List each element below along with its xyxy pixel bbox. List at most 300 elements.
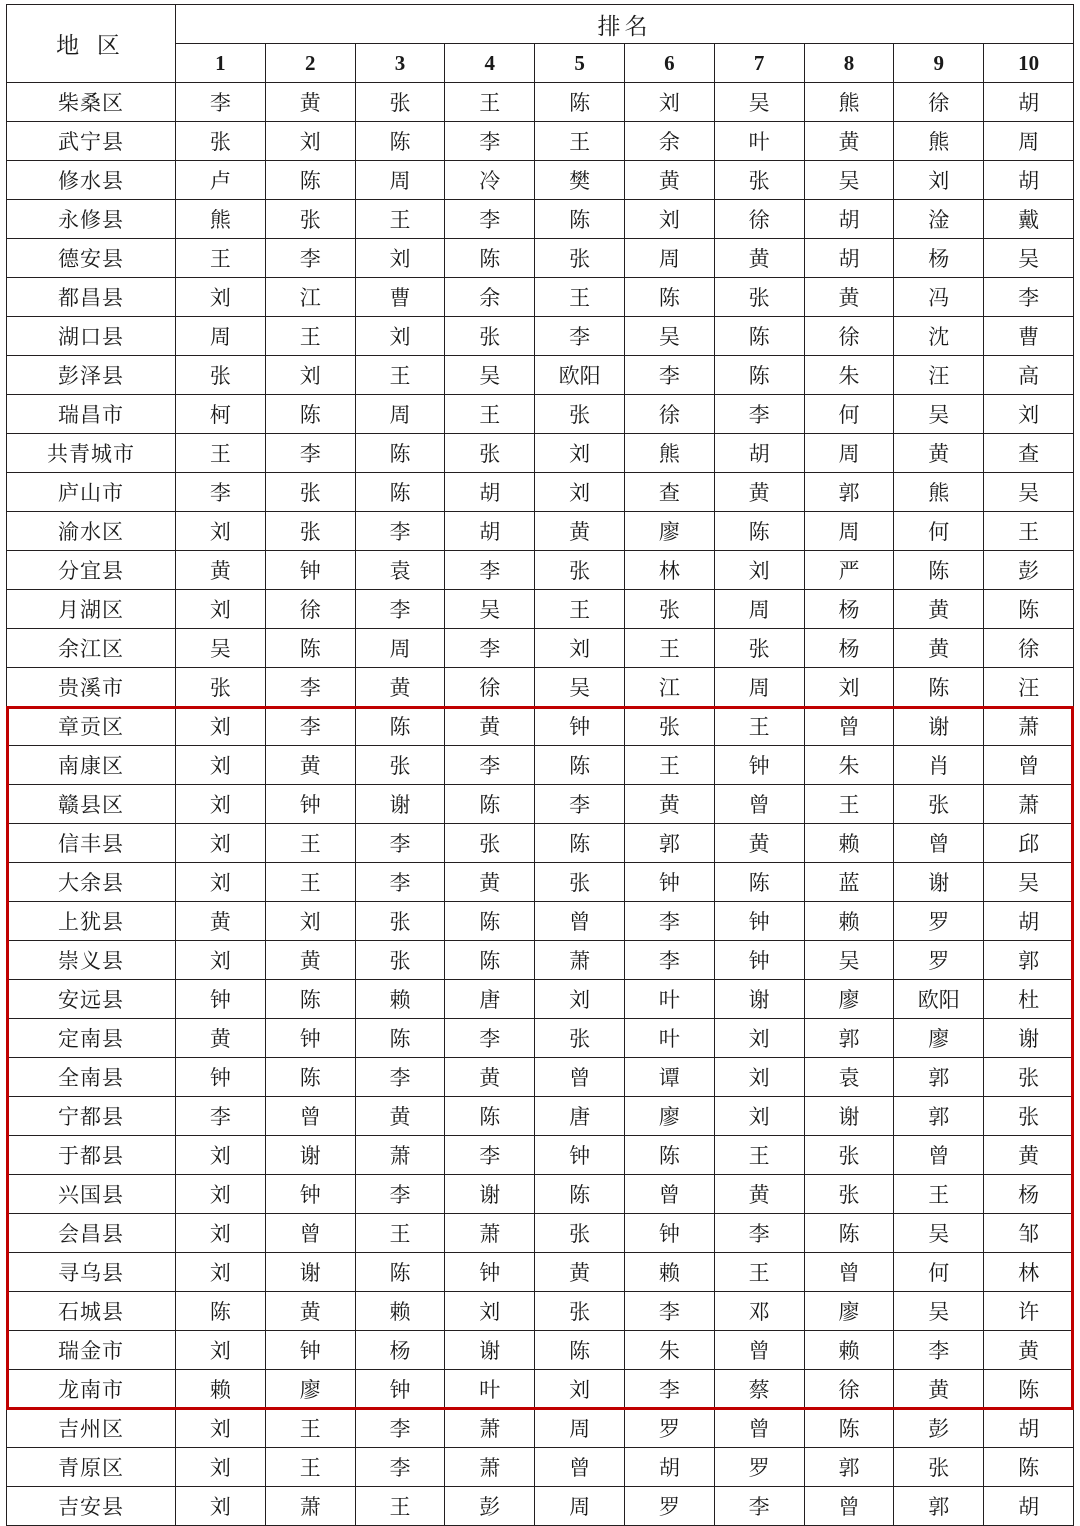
region-cell: 都昌县 [7,278,176,317]
surname-cell: 陈 [714,863,804,902]
table-row [7,1136,1074,1175]
surname-cell: 刘 [894,161,984,200]
surname-cell: 吴 [894,1214,984,1253]
surname-cell: 蔡 [714,1370,804,1409]
surname-cell: 张 [535,551,625,590]
surname-cell: 陈 [535,824,625,863]
surname-cell: 吴 [984,239,1074,278]
surname-cell: 徐 [894,83,984,122]
surname-cell: 林 [624,551,714,590]
surname-cell: 余 [624,122,714,161]
surname-cell: 曾 [535,902,625,941]
surname-cell: 李 [714,1487,804,1526]
surname-cell: 刘 [535,1370,625,1409]
surname-cell: 胡 [984,83,1074,122]
surname-cell: 周 [714,668,804,707]
surname-cell: 李 [355,824,445,863]
surname-cell: 吴 [894,395,984,434]
table-row [7,317,1074,356]
surname-cell: 刘 [535,980,625,1019]
surname-cell: 王 [535,122,625,161]
surname-cell: 曾 [804,1253,894,1292]
surname-cell: 彭 [445,1487,535,1526]
surname-cell: 罗 [624,1409,714,1448]
surname-cell: 严 [804,551,894,590]
surname-cell: 钟 [265,551,355,590]
surname-cell: 刘 [714,551,804,590]
surname-cell: 吴 [176,629,266,668]
surname-cell: 萧 [265,1487,355,1526]
surname-cell: 王 [265,863,355,902]
surname-cell: 欧阳 [894,980,984,1019]
surname-cell: 胡 [804,239,894,278]
surname-cell: 熊 [624,434,714,473]
region-cell: 寻乌县 [7,1253,176,1292]
surname-cell: 李 [445,746,535,785]
surname-cell: 吴 [535,668,625,707]
surname-cell: 张 [535,395,625,434]
surname-cell: 张 [535,239,625,278]
surname-cell: 杨 [984,1175,1074,1214]
surname-cell: 郭 [804,1019,894,1058]
surname-cell: 李 [176,1097,266,1136]
table-row [7,473,1074,512]
surname-cell: 查 [984,434,1074,473]
surname-cell: 唐 [535,1097,625,1136]
surname-cell: 陈 [445,1097,535,1136]
table-row [7,629,1074,668]
surname-cell: 萧 [445,1409,535,1448]
surname-cell: 刘 [176,1175,266,1214]
surname-cell: 李 [355,512,445,551]
surname-cell: 李 [176,473,266,512]
surname-cell: 曾 [804,1487,894,1526]
table-row [7,512,1074,551]
surname-cell: 罗 [894,941,984,980]
table-row [7,746,1074,785]
surname-cell: 张 [176,122,266,161]
surname-cell: 陈 [714,317,804,356]
table-row [7,1370,1074,1409]
surname-cell: 朱 [804,356,894,395]
surname-cell: 李 [265,668,355,707]
surname-cell: 王 [265,1448,355,1487]
surname-cell: 周 [984,122,1074,161]
surname-cell: 刘 [535,473,625,512]
surname-cell: 萧 [984,785,1074,824]
surname-cell: 胡 [984,902,1074,941]
surname-cell: 黄 [445,863,535,902]
surname-cell: 李 [445,551,535,590]
surname-cell: 刘 [176,785,266,824]
region-cell: 吉州区 [7,1409,176,1448]
surname-cell: 周 [535,1409,625,1448]
surname-cell: 何 [894,512,984,551]
surname-cell: 李 [714,395,804,434]
table-row [7,980,1074,1019]
region-cell: 于都县 [7,1136,176,1175]
surname-cell: 李 [355,1409,445,1448]
surname-cell: 黄 [894,434,984,473]
surname-cell: 钟 [355,1370,445,1409]
surname-cell: 樊 [535,161,625,200]
column-header-rank-8: 8 [804,44,894,83]
surname-cell: 王 [265,317,355,356]
surname-cell: 李 [445,629,535,668]
region-cell: 月湖区 [7,590,176,629]
surname-cell: 钟 [535,707,625,746]
surname-cell: 陈 [445,941,535,980]
region-cell: 青原区 [7,1448,176,1487]
surname-cell: 叶 [445,1370,535,1409]
surname-cell: 钟 [624,1214,714,1253]
surname-cell: 陈 [355,707,445,746]
surname-cell: 王 [355,200,445,239]
surname-cell: 杨 [894,239,984,278]
surname-cell: 黄 [804,122,894,161]
region-cell: 修水县 [7,161,176,200]
region-cell: 赣县区 [7,785,176,824]
surname-cell: 黄 [624,161,714,200]
surname-cell: 曾 [714,1331,804,1370]
surname-cell: 曾 [894,824,984,863]
surname-cell: 陈 [984,1448,1074,1487]
surname-cell: 黄 [535,512,625,551]
surname-cell: 周 [355,161,445,200]
surname-cell: 邹 [984,1214,1074,1253]
table-header [7,5,1074,83]
surname-cell: 张 [984,1097,1074,1136]
surname-cell: 杜 [984,980,1074,1019]
table-body [7,83,1074,1526]
table-row [7,824,1074,863]
surname-cell: 陈 [535,1331,625,1370]
column-header-region: 地 区 [7,5,176,83]
surname-cell: 刘 [176,1331,266,1370]
surname-cell: 邓 [714,1292,804,1331]
surname-cell: 胡 [984,161,1074,200]
surname-cell: 刘 [355,239,445,278]
surname-cell: 杨 [355,1331,445,1370]
surname-cell: 周 [624,239,714,278]
surname-cell: 黄 [714,1175,804,1214]
surname-cell: 李 [624,1370,714,1409]
header-row-top [7,5,1074,44]
surname-cell: 刘 [176,1253,266,1292]
surname-cell: 袁 [355,551,445,590]
surname-cell: 黄 [624,785,714,824]
region-cell: 余江区 [7,629,176,668]
surname-cell: 刘 [176,590,266,629]
surname-cell: 周 [535,1487,625,1526]
surname-cell: 戴 [984,200,1074,239]
region-cell: 章贡区 [7,707,176,746]
surname-cell: 萧 [445,1448,535,1487]
surname-cell: 郭 [804,1448,894,1487]
surname-cell: 张 [535,863,625,902]
surname-cell: 黄 [265,941,355,980]
surname-cell: 郭 [624,824,714,863]
surname-cell: 张 [265,200,355,239]
surname-cell: 黄 [714,473,804,512]
surname-cell: 郭 [894,1097,984,1136]
surname-cell: 谢 [894,863,984,902]
column-header-rank-4: 4 [445,44,535,83]
surname-cell: 叶 [624,1019,714,1058]
surname-cell: 吴 [714,83,804,122]
surname-cell: 王 [714,1253,804,1292]
surname-cell: 江 [265,278,355,317]
surname-cell: 谢 [355,785,445,824]
surname-cell: 廖 [804,980,894,1019]
surname-cell: 刘 [445,1292,535,1331]
surname-cell: 钟 [265,1175,355,1214]
region-cell: 湖口县 [7,317,176,356]
surname-cell: 徐 [624,395,714,434]
table-row [7,395,1074,434]
surname-cell: 郭 [894,1487,984,1526]
surname-cell: 赖 [355,980,445,1019]
surname-cell: 李 [355,1448,445,1487]
surname-cell: 张 [714,278,804,317]
surname-cell: 陈 [624,278,714,317]
surname-cell: 廖 [804,1292,894,1331]
surname-cell: 张 [624,590,714,629]
surname-cell: 唐 [445,980,535,1019]
surname-cell: 欧阳 [535,356,625,395]
surname-cell: 熊 [176,200,266,239]
surname-cell: 陈 [265,980,355,1019]
surname-cell: 张 [804,1175,894,1214]
surname-cell: 谢 [714,980,804,1019]
surname-cell: 张 [265,473,355,512]
surname-cell: 王 [535,590,625,629]
surname-cell: 张 [265,512,355,551]
surname-cell: 查 [624,473,714,512]
surname-cell: 刘 [176,278,266,317]
surname-cell: 李 [535,317,625,356]
table-row [7,356,1074,395]
surname-cell: 何 [894,1253,984,1292]
surname-cell: 谢 [445,1331,535,1370]
surname-cell: 刘 [176,824,266,863]
table-row [7,902,1074,941]
surname-cell: 陈 [265,161,355,200]
surname-cell: 刘 [265,902,355,941]
surname-cell: 黄 [714,824,804,863]
surname-cell: 许 [984,1292,1074,1331]
surname-cell: 廖 [624,1097,714,1136]
surname-cell: 徐 [984,629,1074,668]
surname-cell: 刘 [176,707,266,746]
surname-cell: 谢 [265,1253,355,1292]
surname-cell: 李 [176,83,266,122]
surname-cell: 张 [624,707,714,746]
surname-cell: 刘 [535,434,625,473]
region-cell: 吉安县 [7,1487,176,1526]
surname-cell: 黄 [894,590,984,629]
surname-cell: 黄 [535,1253,625,1292]
surname-cell: 曾 [804,707,894,746]
surname-cell: 张 [176,668,266,707]
surname-cell: 胡 [984,1487,1074,1526]
table-row [7,1331,1074,1370]
surname-cell: 陈 [265,1058,355,1097]
surname-cell: 刘 [176,746,266,785]
surname-cell: 陈 [176,1292,266,1331]
surname-cell: 谢 [894,707,984,746]
surname-cell: 熊 [894,473,984,512]
surname-cell: 陈 [445,239,535,278]
surname-cell: 陈 [265,395,355,434]
surname-cell: 陈 [535,1175,625,1214]
table-row [7,161,1074,200]
column-header-rank-1: 1 [176,44,266,83]
column-header-rank-group: 排名 [176,5,1074,44]
surname-cell: 刘 [265,356,355,395]
region-cell: 安远县 [7,980,176,1019]
surname-cell: 张 [445,824,535,863]
surname-cell: 王 [624,746,714,785]
surname-cell: 王 [355,1214,445,1253]
table-row [7,941,1074,980]
surname-cell: 徐 [804,1370,894,1409]
surname-cell: 刘 [535,629,625,668]
surname-cell: 李 [265,239,355,278]
surname-cell: 胡 [984,1409,1074,1448]
surname-cell: 周 [176,317,266,356]
region-cell: 共青城市 [7,434,176,473]
surname-cell: 吴 [804,161,894,200]
table-row [7,1448,1074,1487]
region-cell: 定南县 [7,1019,176,1058]
surname-cell: 李 [445,1136,535,1175]
surname-cell: 张 [535,1214,625,1253]
surname-cell: 陈 [624,1136,714,1175]
surname-cell: 曹 [984,317,1074,356]
surname-cell: 曾 [624,1175,714,1214]
surname-cell: 张 [714,161,804,200]
surname-cell: 张 [804,1136,894,1175]
surname-cell: 赖 [176,1370,266,1409]
surname-cell: 叶 [624,980,714,1019]
surname-cell: 黄 [894,629,984,668]
surname-cell: 李 [355,863,445,902]
surname-cell: 李 [714,1214,804,1253]
surname-cell: 张 [445,317,535,356]
column-header-rank-7: 7 [714,44,804,83]
table-row [7,1175,1074,1214]
surname-cell: 周 [714,590,804,629]
surname-cell: 谢 [984,1019,1074,1058]
surname-cell: 刘 [804,668,894,707]
surname-cell: 刘 [176,863,266,902]
region-cell: 分宜县 [7,551,176,590]
surname-cell: 熊 [804,83,894,122]
surname-cell: 徐 [714,200,804,239]
region-cell: 崇义县 [7,941,176,980]
surname-cell: 江 [624,668,714,707]
surname-cell: 张 [355,83,445,122]
column-header-rank-2: 2 [265,44,355,83]
surname-cell: 萧 [445,1214,535,1253]
surname-cell: 萧 [355,1136,445,1175]
surname-cell: 刘 [714,1019,804,1058]
surname-cell: 吴 [445,356,535,395]
surname-cell: 曾 [265,1097,355,1136]
region-cell: 上犹县 [7,902,176,941]
surname-cell: 熊 [894,122,984,161]
table-row [7,278,1074,317]
surname-cell: 黄 [265,746,355,785]
table-row [7,668,1074,707]
surname-cell: 陈 [535,746,625,785]
region-cell: 南康区 [7,746,176,785]
table-row [7,122,1074,161]
surname-cell: 胡 [714,434,804,473]
surname-cell: 王 [265,1409,355,1448]
surname-cell: 陈 [714,356,804,395]
surname-cell: 刘 [714,1058,804,1097]
surname-cell: 王 [265,824,355,863]
surname-cell: 李 [265,707,355,746]
surname-cell: 吴 [445,590,535,629]
surname-cell: 罗 [624,1487,714,1526]
surname-cell: 黄 [176,902,266,941]
surname-cell: 赖 [355,1292,445,1331]
surname-cell: 张 [535,1292,625,1331]
surname-cell: 陈 [984,590,1074,629]
surname-cell: 蓝 [804,863,894,902]
surname-cell: 胡 [804,200,894,239]
surname-cell: 王 [714,1136,804,1175]
surname-cell: 胡 [445,512,535,551]
table-row [7,83,1074,122]
surname-cell: 谢 [804,1097,894,1136]
surname-cell: 王 [355,1487,445,1526]
table-row [7,1409,1074,1448]
region-cell: 兴国县 [7,1175,176,1214]
surname-cell: 李 [445,200,535,239]
surname-cell: 陈 [714,512,804,551]
surname-cell: 张 [894,785,984,824]
surname-cell: 黄 [714,239,804,278]
surname-cell: 汪 [894,356,984,395]
region-cell: 龙南市 [7,1370,176,1409]
surname-cell: 钟 [714,746,804,785]
surname-cell: 周 [355,395,445,434]
surname-cell: 王 [894,1175,984,1214]
table-row [7,1214,1074,1253]
surname-rank-table [6,4,1074,1526]
surname-cell: 徐 [445,668,535,707]
surname-cell: 陈 [355,122,445,161]
surname-cell: 冷 [445,161,535,200]
table-row [7,551,1074,590]
surname-cell: 钟 [176,980,266,1019]
surname-cell: 张 [445,434,535,473]
region-cell: 彭泽县 [7,356,176,395]
surname-cell: 萧 [535,941,625,980]
surname-cell: 曾 [535,1448,625,1487]
region-cell: 贵溪市 [7,668,176,707]
surname-cell: 何 [804,395,894,434]
surname-cell: 黄 [894,1370,984,1409]
surname-cell: 张 [176,356,266,395]
surname-cell: 张 [535,1019,625,1058]
surname-cell: 李 [624,941,714,980]
surname-cell: 吴 [624,317,714,356]
